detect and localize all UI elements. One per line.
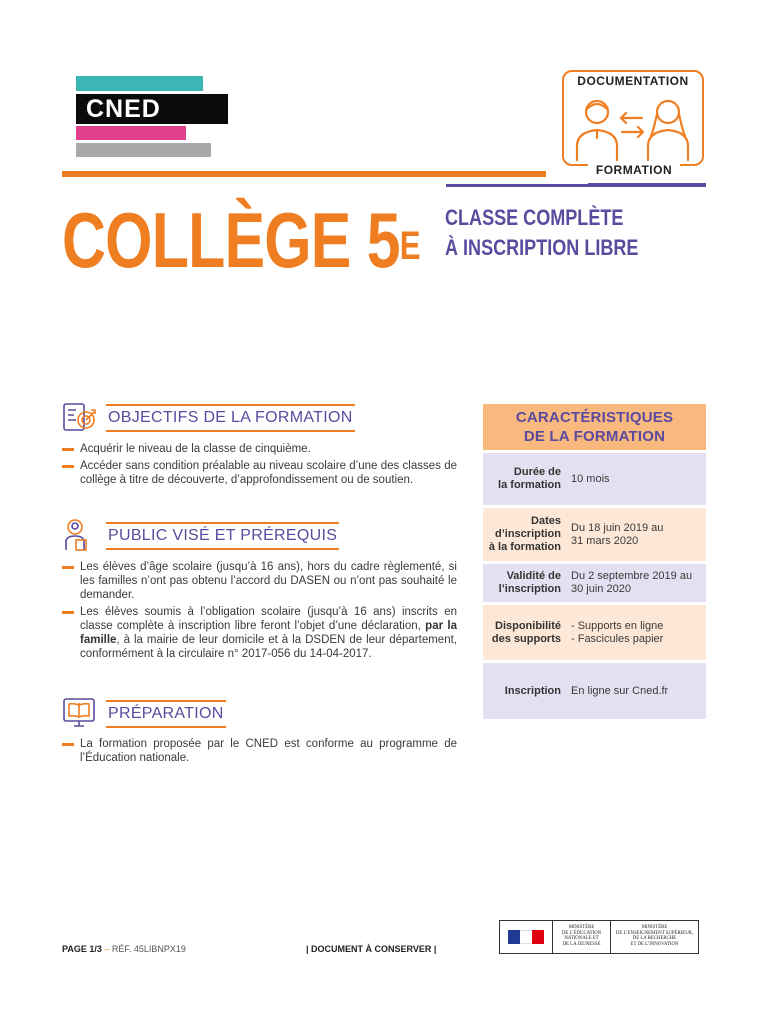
ministry-higher-education: MINISTÈRE DE L’ENSEIGNEMENT SUPÉRIEUR, DE LA RECHERCHE ET DE L’INNOVATION <box>610 921 698 953</box>
ministry-logos <box>499 920 699 954</box>
republic-flag-logo <box>500 921 552 953</box>
logo-pink-bar <box>76 126 186 140</box>
student-badge-icon <box>62 518 96 552</box>
list-item-bold: par la famille <box>80 620 457 646</box>
preparation-list <box>62 737 457 768</box>
list-item-text: Les élèves soumis à l’obligation scolaire (jusqu’à 16 ans) inscrits en classe complète à inscription libre feront l’objet d’une déclaration, <box>80 606 457 632</box>
badge-top-label: DOCUMENTATION <box>577 74 689 88</box>
page-subtitle <box>445 203 658 263</box>
documentation-badge <box>560 68 706 188</box>
table-row <box>483 564 706 602</box>
target-document-icon <box>62 400 96 434</box>
objectifs-list <box>62 442 457 490</box>
list-item: Accéder sans condition préalable au niveau scolaire d’une des classes de collège à titre de découverte, d’approfondissement ou de soutien. <box>62 459 457 487</box>
characteristics-title-line-2: DE LA FORMATION <box>523 428 666 445</box>
section-public-title: PUBLIC VISÉ ET PRÉREQUIS <box>106 522 339 550</box>
list-item: La formation proposée par le CNED est conforme au programme de l’Éducation nationale. <box>62 737 457 765</box>
row-key: Dates d’inscription à la formation <box>488 515 561 553</box>
section-preparation-header <box>62 696 362 732</box>
table-row <box>483 663 706 719</box>
section-preparation-title: PRÉPARATION <box>106 700 226 728</box>
page-title <box>62 196 420 284</box>
list-item-text: , à la mairie de leur domicile et à la DSDEN de leur département, conformément à la circulaire n° 2017-056 du 14-04-2017. <box>80 634 457 660</box>
reference: RÉF. 45LIBNPX19 <box>111 944 186 954</box>
list-item: Les élèves d’âge scolaire (jusqu’à 16 ans), hors du cadre règlementé, si les familles n’ont pas obtenu l’accord du DASEN ou n’ont pas souhaité le demander. <box>62 560 457 602</box>
characteristics-title <box>483 404 706 450</box>
header-orange-rule <box>62 171 546 177</box>
characteristics-table <box>483 404 706 719</box>
footer-conserve: | DOCUMENT À CONSERVER | <box>306 944 437 954</box>
row-key: Validité de l’inscription <box>498 570 561 595</box>
table-row <box>483 453 706 505</box>
section-public-header <box>62 518 362 554</box>
page-title-text: COLLÈGE 5 <box>62 196 400 284</box>
table-row <box>483 605 706 660</box>
section-objectifs-title: OBJECTIFS DE LA FORMATION <box>106 404 355 432</box>
badge-bottom-label: FORMATION <box>588 163 680 177</box>
table-row <box>483 508 706 561</box>
row-value: Du 18 juin 2019 au 31 mars 2020 <box>571 521 664 547</box>
computer-book-icon <box>62 696 96 730</box>
subtitle-line-1: CLASSE COMPLÈTE <box>445 205 624 230</box>
list-item <box>62 605 457 661</box>
section-objectifs-header <box>62 400 362 436</box>
row-key: Inscription <box>504 684 561 697</box>
header-purple-rule <box>446 184 706 187</box>
row-value: 10 mois <box>571 472 610 485</box>
cned-logo <box>76 76 231 158</box>
subtitle-line-2: À INSCRIPTION LIBRE <box>445 235 639 260</box>
public-list <box>62 560 457 664</box>
people-exchange-icon <box>572 92 694 162</box>
footer-page-ref <box>62 944 186 954</box>
characteristics-title-line-1: CARACTÉRISTIQUES <box>515 409 674 426</box>
page-number: PAGE 1/3 <box>62 944 102 954</box>
logo-teal-bar <box>76 76 203 91</box>
list-item: Acquérir le niveau de la classe de cinquième. <box>62 442 457 456</box>
logo-text: CNED <box>76 94 228 124</box>
row-value: - Supports en ligne - Fascicules papier <box>571 619 664 645</box>
row-key: Disponibilité des supports <box>491 619 561 645</box>
footer-separator: – <box>101 944 112 954</box>
ministry-education: MINISTÈRE DE L’ÉDUCATION NATIONALE ET DE LA JEUNESSE <box>552 921 610 953</box>
page-title-sup: E <box>399 224 420 268</box>
row-value: En ligne sur Cned.fr <box>571 684 669 697</box>
row-key: Durée de la formation <box>498 466 561 491</box>
row-value: Du 2 septembre 2019 au 30 juin 2020 <box>571 570 693 595</box>
logo-grey-bar <box>76 143 211 157</box>
